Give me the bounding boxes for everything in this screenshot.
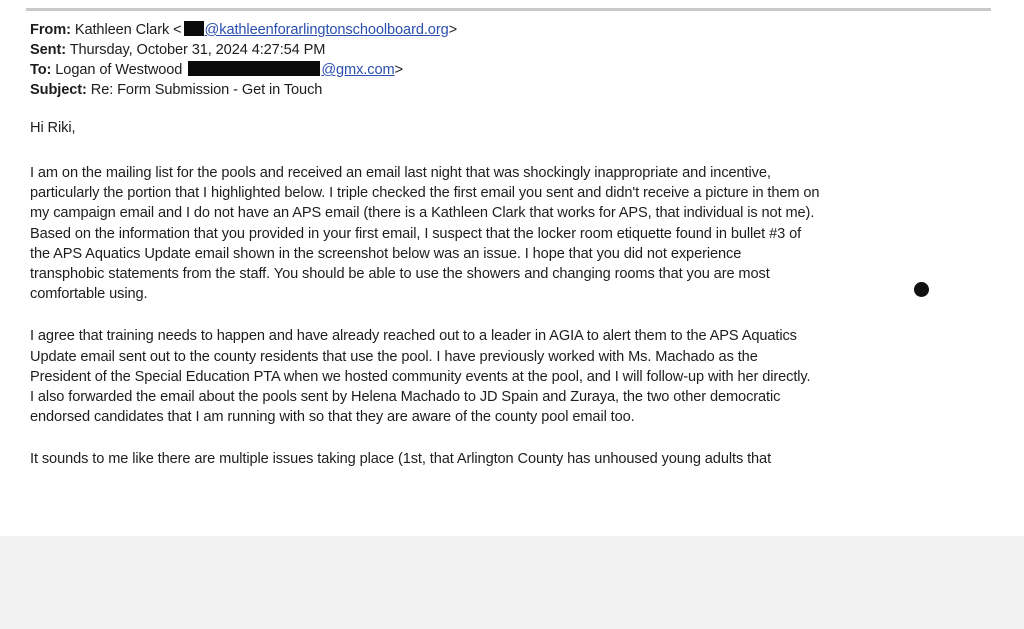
redaction-box <box>184 21 204 36</box>
greeting: Hi Riki, <box>30 120 76 136</box>
paragraph-line: I am on the mailing list for the pools and received an email last night that was shockingly inappropriate and incentive, <box>30 165 771 181</box>
from-label: From: <box>30 22 71 38</box>
paragraph-line: I also forwarded the email about the pools sent by Helena Machado to JD Spain and Zuraya, the two other democratic <box>30 388 781 405</box>
sent-label: Sent: <box>30 42 66 58</box>
to-line <box>30 60 1000 80</box>
paragraph <box>30 163 1000 304</box>
from-email-link[interactable]: @kathleenforarlingtonschoolboard.org <box>204 22 449 38</box>
from-line <box>30 20 1000 40</box>
bottom-band <box>0 536 1024 629</box>
to-name: Logan of Westwood <box>55 62 183 78</box>
paragraph-line: endorsed candidates that I am running with so that they are aware of the county pool email too. <box>30 409 635 426</box>
paragraph-line: particularly the portion that I highlighted below. I triple checked the first email you sent and didn't receive a picture in them on <box>30 185 820 202</box>
sent-line <box>30 40 1000 60</box>
paragraph-line: transphobic statements from the staff. You should be able to use the showers and changing rooms that you are most <box>30 265 770 282</box>
to-label: To: <box>30 62 52 78</box>
paragraph-line: Based on the information that you provided in your first email, I suspect that the locker room etiquette found in bullet #3 of <box>30 225 802 242</box>
subject-line <box>30 80 1000 100</box>
paragraph-line: It sounds to me like there are multiple issues taking place (1st, that Arlington County has unhoused young adults that <box>30 451 772 468</box>
paragraph-line: comfortable using. <box>30 286 148 303</box>
paragraph <box>30 449 1000 469</box>
paragraph-line: I agree that training needs to happen and have already reached out to a leader in AGIA to alert them to the APS Aquatics <box>30 328 797 345</box>
from-close: > <box>448 22 458 38</box>
to-email-link[interactable]: @gmx.com <box>321 62 395 78</box>
redaction-box <box>188 61 320 76</box>
subject-value: Re: Form Submission - Get in Touch <box>90 82 323 98</box>
paragraph-line: the APS Aquatics Update email shown in the screenshot below was an issue. I hope that you did not experience <box>30 245 742 262</box>
cursor-dot <box>914 282 929 297</box>
top-divider <box>26 8 991 11</box>
from-name: Kathleen Clark < <box>74 22 182 38</box>
to-close: > <box>394 62 403 78</box>
subject-label: Subject: <box>30 82 87 98</box>
paragraph-line: my campaign email and I do not have an APS email (there is a Kathleen Clark that works for APS, that individual is not me). <box>30 205 815 222</box>
sent-value: Thursday, October 31, 2024 4:27:54 PM <box>69 42 326 58</box>
paragraph <box>30 326 1000 427</box>
email-body <box>30 118 1000 469</box>
paragraph-line: President of the Special Education PTA when we hosted community events at the pool, and I will follow-up with her directly. <box>30 368 811 385</box>
email-document <box>30 20 1000 491</box>
paragraph-line: Update email sent out to the county residents that use the pool. I have previously worked with Ms. Machado as the <box>30 348 758 365</box>
